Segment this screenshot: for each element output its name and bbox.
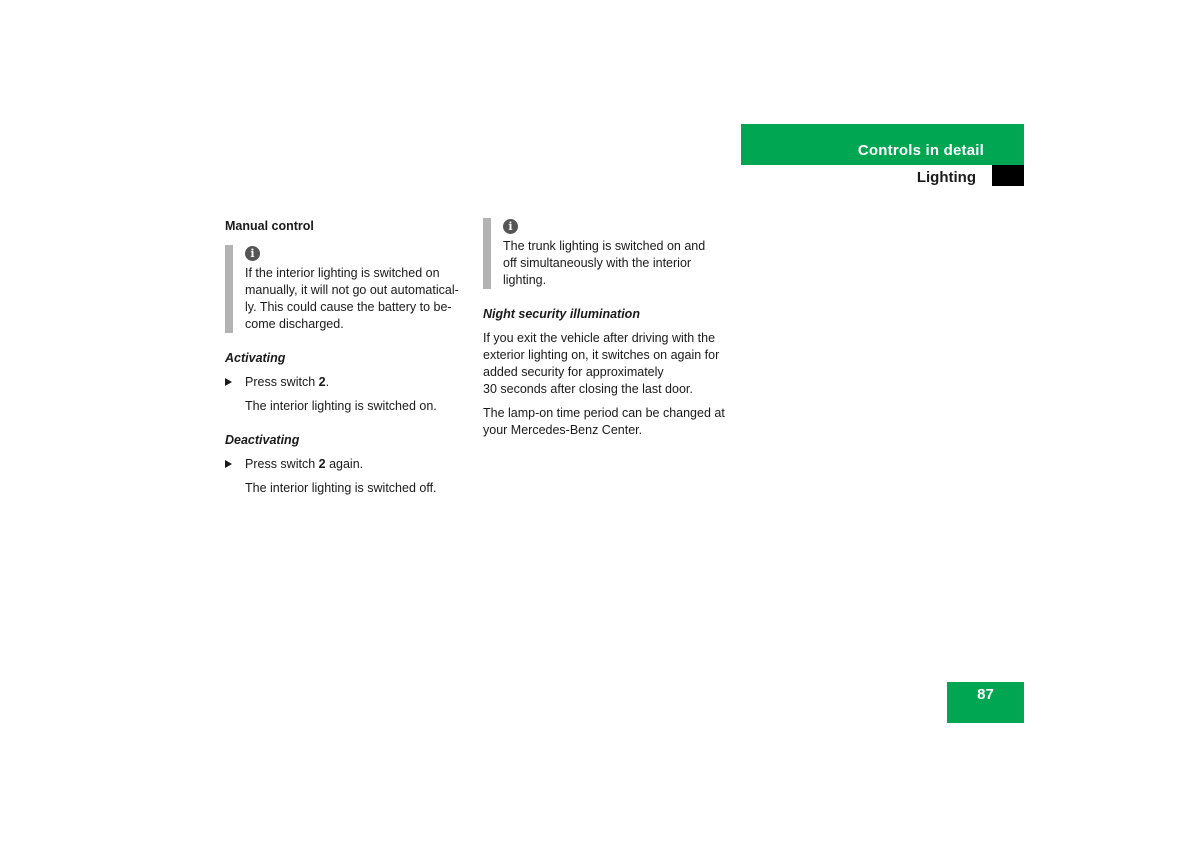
note-line: off simultaneously with the interior (503, 256, 692, 270)
step-suffix: again. (325, 457, 364, 471)
night-security-paragraph (483, 330, 728, 398)
switch-number: 2 (318, 457, 326, 471)
para-line: exterior lighting on, it switches on again for (483, 348, 720, 362)
subsection-title (741, 165, 984, 186)
triangle-bullet-icon (225, 378, 232, 386)
note-line: The trunk lighting is switched on and (503, 239, 706, 253)
note-bar (225, 245, 233, 333)
left-column (225, 218, 470, 514)
activating-step (225, 374, 470, 391)
para-line: added security for approximately (483, 365, 664, 379)
para-line: If you exit the vehicle after driving with the (483, 331, 716, 345)
note-bar (483, 218, 491, 289)
note-line: If the interior lighting is switched on (245, 266, 440, 280)
step-text: Press switch (245, 457, 319, 471)
step-suffix: . (325, 375, 330, 389)
deactivating-step (225, 456, 470, 473)
subsection-title-text: Lighting (916, 169, 976, 186)
note-line: manually, it will not go out automatical- (245, 283, 459, 297)
activating-heading: Activating (225, 351, 286, 365)
switch-number: 2 (318, 375, 326, 389)
subsection-marker (992, 165, 1024, 186)
right-column (483, 218, 728, 446)
info-icon: i (245, 246, 260, 261)
trunk-note-text (503, 238, 728, 289)
triangle-bullet-icon (225, 460, 232, 468)
section-header-band (741, 124, 1024, 165)
info-icon: i (503, 219, 518, 234)
lamp-on-paragraph (483, 405, 728, 439)
deactivating-result: The interior lighting is switched off. (245, 481, 437, 495)
trunk-note (483, 218, 728, 289)
note-line: lighting. (503, 273, 547, 287)
manual-control-heading: Manual control (225, 219, 314, 233)
section-title: Controls in detail (857, 142, 984, 159)
night-security-heading: Night security illumination (483, 307, 640, 321)
note-line: ly. This could cause the battery to be- (245, 300, 452, 314)
note-line: come discharged. (245, 317, 344, 331)
activating-result: The interior lighting is switched on. (245, 399, 437, 413)
para-line: your Mercedes-Benz Center. (483, 423, 643, 437)
page-number: 87 (947, 682, 1024, 723)
step-text: Press switch (245, 375, 319, 389)
para-line: The lamp-on time period can be changed at (483, 406, 725, 420)
deactivating-heading: Deactivating (225, 433, 300, 447)
para-line: 30 seconds after closing the last door. (483, 382, 693, 396)
battery-note-text (245, 265, 470, 333)
battery-note (225, 245, 470, 333)
